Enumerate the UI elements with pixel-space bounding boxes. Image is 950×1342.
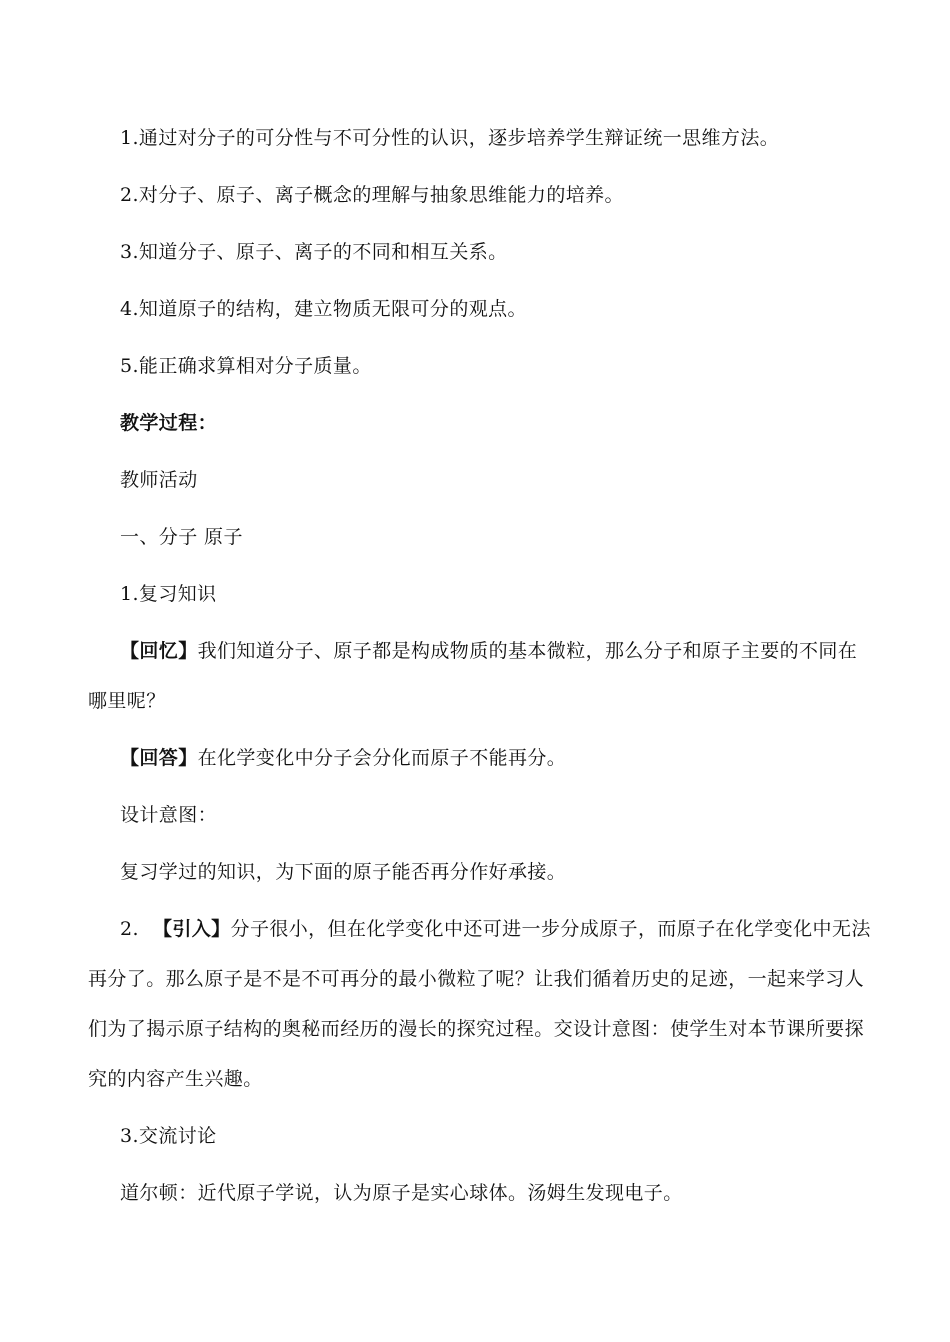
design-intent-text: 复习学过的知识，为下面的原子能否再分作好承接。 [120,861,567,883]
review-title: 1.复习知识 [120,583,217,605]
introduce-tag: 【引入】 [152,918,231,940]
section-one-heading: 一、分子 原子 [120,526,243,548]
objective-1: 1.通过对分子的可分性与不可分性的认识，逐步培养学生辩证统一思维方法。 [120,127,780,149]
introduce-text-line1: 分子很小，但在化学变化中还可进一步分成原子，而原子在化学变化中无法 [230,918,871,940]
introduce-text-line3: 们为了揭示原子结构的奥秘而经历的漫长的探究过程。交设计意图：使学生对本节课所要探 [88,1018,865,1040]
introduce-text-line2: 再分了。那么原子是不是不可再分的最小微粒了呢？让我们循着历史的足迹，一起来学习人 [88,968,865,990]
recall-tag: 【回忆】 [120,640,198,662]
discussion-title: 3.交流讨论 [120,1125,217,1147]
answer-tag: 【回答】 [120,747,198,769]
recall-text-line2: 哪里呢？ [88,690,166,712]
answer-paragraph [120,746,566,770]
process-heading: 教学过程： [120,412,218,434]
recall-text-line1: 我们知道分子、原子都是构成物质的基本微粒，那么分子和原子主要的不同在 [197,640,858,662]
introduce-text-line4: 究的内容产生兴趣。 [88,1068,263,1090]
design-intent-label: 设计意图： [120,804,218,826]
objective-4: 4.知道原子的结构，建立物质无限可分的观点。 [120,298,527,320]
objective-2: 2.对分子、原子、离子概念的理解与抽象思维能力的培养。 [120,184,624,206]
teacher-activity-label: 教师活动 [120,469,198,491]
introduce-number: 2. [120,918,139,940]
dalton-text: 道尔顿：近代原子学说，认为原子是实心球体。汤姆生发现电子。 [120,1182,683,1204]
answer-text: 在化学变化中分子会分化而原子不能再分。 [197,747,567,769]
objective-5: 5.能正确求算相对分子质量。 [120,355,372,377]
recall-paragraph-line1 [120,639,857,663]
introduce-line1 [120,917,871,941]
objective-3: 3.知道分子、原子、离子的不同和相互关系。 [120,241,508,263]
